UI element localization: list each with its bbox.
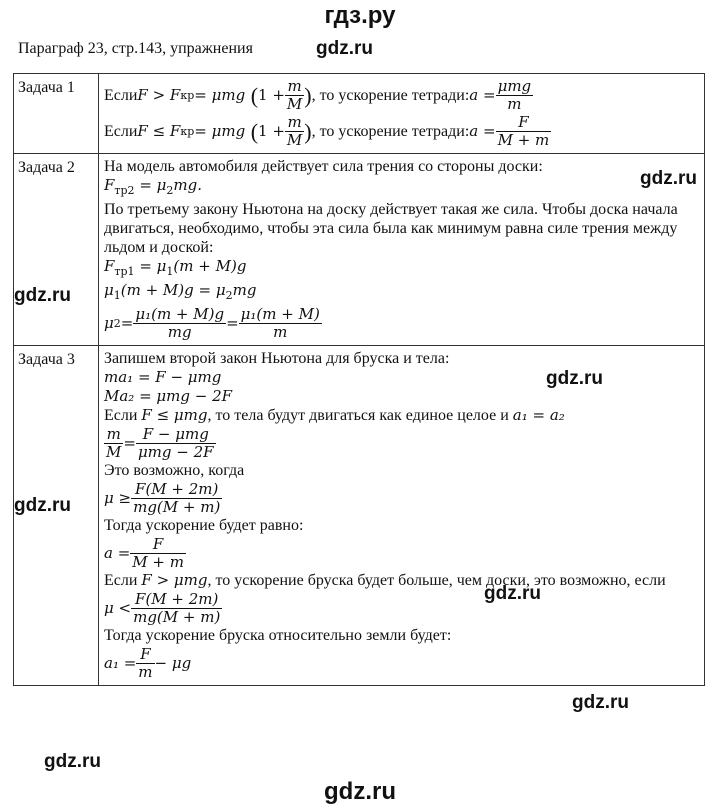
task-row — [14, 74, 705, 154]
task3-condition2: μ < $\frac{F(M + 2m)}{mg(M + m)}$ — [104, 589, 221, 626]
task1-line1: Если F > F кр = μmg ( 1 + $\frac{m}{M}$ ) , то ускорение тетради: a = $\frac{\text{μmg}}{m}$ — [104, 76, 532, 113]
watermark: gdz.ru — [14, 495, 71, 516]
fraction: $\frac{m}{M}$ — [286, 112, 303, 149]
task3-final: a₁ = $\frac{F}{m}$ − μg — [104, 644, 192, 681]
task-content: Запишем второй закон Ньютона для бруска и тела: ma₁ = F − μmg Ma₂ = μmg − 2F Если F ≤ μmg, то тела будут двигаться как единое целое и a₁ = a₂ $\frac{m}{M}$ = $\frac{\text{F − μmg}}{\text{μmg − 2F}}$ Это возможно, когда μ ≥ $\frac{F(M + 2m)}{mg(M + m)}$ Тогда ускорение будет равно: a = $\frac{F}{M + m}$ Если F > μmg, то ускорение бруска будет больше, чем доски, это возможно, если μ < $\frac{F(M + 2m)}{mg(M + m)}$ Тогда ускорение бруска относительно земли будет: a₁ = $\frac{F}{m}$ − μg — [99, 346, 705, 686]
task-row — [14, 154, 705, 346]
fraction: $\frac{F}{M + m}$ — [497, 112, 550, 149]
task3-condition1: μ ≥ $\frac{F(M + 2m)}{mg(M + m)}$ — [104, 479, 221, 516]
watermark: gdz.ru — [640, 168, 697, 189]
task3-ratio: $\frac{m}{M}$ = $\frac{\text{F − μmg}}{\text{μmg − 2F}}$ — [106, 424, 214, 461]
fraction: $\frac{m}{M}$ — [286, 76, 303, 113]
watermark: gdz.ru — [44, 751, 101, 772]
task-label: Задача 3 — [14, 346, 99, 686]
watermark: gdz.ru — [316, 38, 373, 59]
task1-line2: Если F ≤ F кр = μmg ( 1 + $\frac{m}{M}$ ) , то ускорение тетради: a = $\frac{F}{M + m}$ — [104, 112, 550, 149]
fraction: $\frac{\text{μ₁(m + M)}}{m}$ — [240, 304, 320, 341]
watermark: gdz.ru — [546, 368, 603, 389]
task-label: Задача 2 — [14, 154, 99, 346]
fraction: $\frac{F(M + 2m)}{mg(M + m)}$ — [133, 479, 221, 516]
watermark: gdz.ru — [14, 285, 71, 306]
fraction: $\frac{F}{m}$ — [138, 644, 153, 681]
task-content: На модель автомобиля действует сила трения со стороны доски: $F_{тр2} = \mu_2mg$. По третьему закону Ньютона на доску действует такая же сила. Чтобы доска начала двигаться, необходимо, чтобы эта сила была как минимум равна силе трения между льдом и доской: $F_{тр1} = \mu_1(m + M)g$ $\mu_1(m + M)g = \mu_2mg$ μ 2 = $\frac{\text{μ₁(m + M)g}}{mg}$ = $\frac{\text{μ₁(m + M)}}{m}$ — [99, 154, 705, 346]
fraction: $\frac{F(M + 2m)}{mg(M + m)}$ — [133, 589, 221, 626]
task3-accel: a = $\frac{F}{M + m}$ — [104, 534, 184, 571]
task-content — [99, 74, 705, 154]
fraction: $\frac{\text{μmg}}{m}$ — [497, 76, 532, 113]
fraction: $\frac{\text{F − μmg}}{\text{μmg − 2F}}$ — [137, 424, 214, 461]
page-header: Параграф 23, стр.143, упражнения — [18, 40, 253, 57]
watermark: gdz.ru — [484, 583, 541, 604]
site-title: гдз.ру — [324, 2, 396, 29]
fraction: $\frac{F}{M + m}$ — [132, 534, 184, 571]
site-footer: gdz.ru — [324, 778, 396, 805]
task-row — [14, 346, 705, 686]
task-label: Задача 1 — [14, 74, 99, 154]
fraction: $\frac{\text{μ₁(m + M)g}}{mg}$ — [135, 304, 225, 341]
task2-result: μ 2 = $\frac{\text{μ₁(m + M)g}}{mg}$ = $\frac{\text{μ₁(m + M)}}{m}$ — [104, 304, 320, 341]
fraction: $\frac{m}{M}$ — [106, 424, 122, 461]
watermark: gdz.ru — [572, 692, 629, 713]
